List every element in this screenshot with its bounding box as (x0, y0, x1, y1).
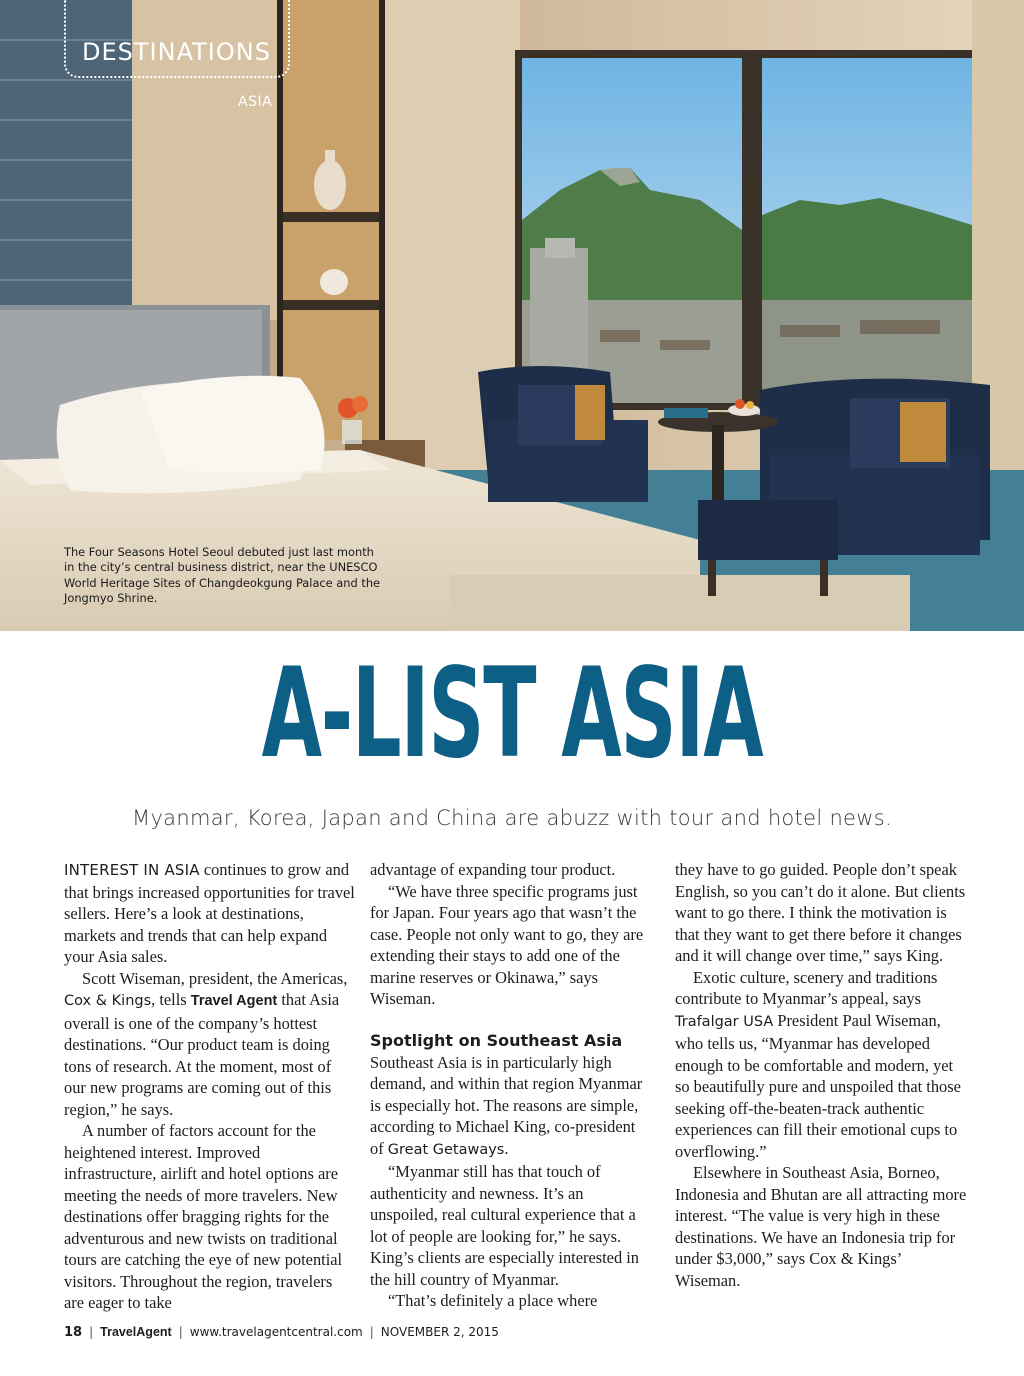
hero-photo (0, 0, 1024, 631)
footer-separator: | (369, 1325, 374, 1339)
headline: A-LIST ASIA (261, 642, 763, 786)
hotel-room-illustration (0, 0, 1024, 631)
paragraph: Southeast Asia is in particularly high demand, and within that region Myanmar is especially hot. The reasons are simple, according to Michael King, co-president of Great Getaways. (370, 1052, 643, 1158)
brand-name: Great Getaways (387, 1141, 505, 1158)
article-column-3 (675, 859, 967, 1291)
section-tag (64, 0, 290, 78)
paragraph: INTEREST IN ASIA continues to grow and that brings increased opportunities for travel sellers. Here’s a look at destinations, markets and trends that can help expand your Asia sales. (64, 860, 355, 966)
brand-name: Cox & Kings (64, 993, 152, 1009)
footer-separator: | (89, 1325, 94, 1339)
article-column-1 (64, 859, 356, 1314)
paragraph: advantage of expanding tour product. (370, 860, 616, 879)
paragraph: “That’s definitely a place where (388, 1291, 598, 1310)
subhead: Spotlight on Southeast Asia (370, 1030, 623, 1050)
paragraph: A number of factors account for the heightened interest. Improved infrastructure, airlift and hotel options are meeting the needs of more travelers. New destinations offer bragging rights for the adventurous and new twists on traditional tours are catching the eye of new potential visitors. Throughout the region, travelers are eager to take (64, 1121, 343, 1312)
brand-name: Trafalgar USA (675, 1013, 774, 1030)
lead-in: INTEREST IN ASIA (64, 861, 200, 879)
paragraph: Elsewhere in Southeast Asia, Borneo, Indonesia and Bhutan are all attracting more interest. “The value is very high in these destinations. We have an Indonesia trip for under $3,000,” says Cox & Kings’ Wiseman. (675, 1163, 967, 1290)
paragraph: “We have three specific programs just for Japan. Four years ago that wasn’t the case. People not only want to go, they are extending their stays to add one of the marine reserves or Okinawa,” says Wiseman. (370, 881, 644, 1008)
footer-separator: | (178, 1325, 183, 1339)
page-footer (64, 1325, 499, 1340)
article-column-2 (370, 859, 652, 1312)
publication-name: Travel Agent (190, 993, 278, 1009)
paragraph: Exotic culture, scenery and traditions contribute to Myanmar’s appeal, says Trafalgar USA President Paul Wiseman, who tells us, “Myanmar has developed enough to be comfortable and modern, yet so beautifully pure and unspoiled that those seeking off-the-beaten-track authentic experiences can fill their emotional cups to overflowing.” (675, 967, 961, 1161)
section-label: DESTINATIONS (82, 38, 271, 66)
paragraph: they have to go guided. People don’t speak English, so you can’t do it alone. But clients want to go there. I think the motivation is that they want to get there before it changes and it will change over time,” says King. (675, 860, 966, 965)
issue-date: NOVEMBER 2, 2015 (380, 1325, 499, 1339)
paragraph: Scott Wiseman, president, the Americas, Cox & Kings, tells Travel Agent that Asia overall is one of the company’s hottest destinations. “Our product team is doing tons of research. At the moment, most of our new programs are coming out of this region,” he says. (64, 968, 348, 1119)
photo-caption: The Four Seasons Hotel Seoul debuted just last month in the city’s central business district, near the UNESCO World Heritage Sites of Changdeokgung Palace and the Jongmyo Shrine. (64, 545, 381, 605)
deck: Myanmar, Korea, Japan and China are abuzz with tour and hotel news. (132, 806, 892, 830)
section-sublabel: ASIA (238, 94, 273, 110)
paragraph: “Myanmar still has that touch of authenticity and newness. It’s an unspoiled, real cultural experience that a lot of people are looking for,” he says. King’s clients are especially interested in the hill country of Myanmar. (370, 1162, 639, 1289)
page-number: 18 (64, 1325, 83, 1340)
website-url: www.travelagentcentral.com (189, 1325, 363, 1339)
publication-name: TravelAgent (100, 1325, 172, 1339)
